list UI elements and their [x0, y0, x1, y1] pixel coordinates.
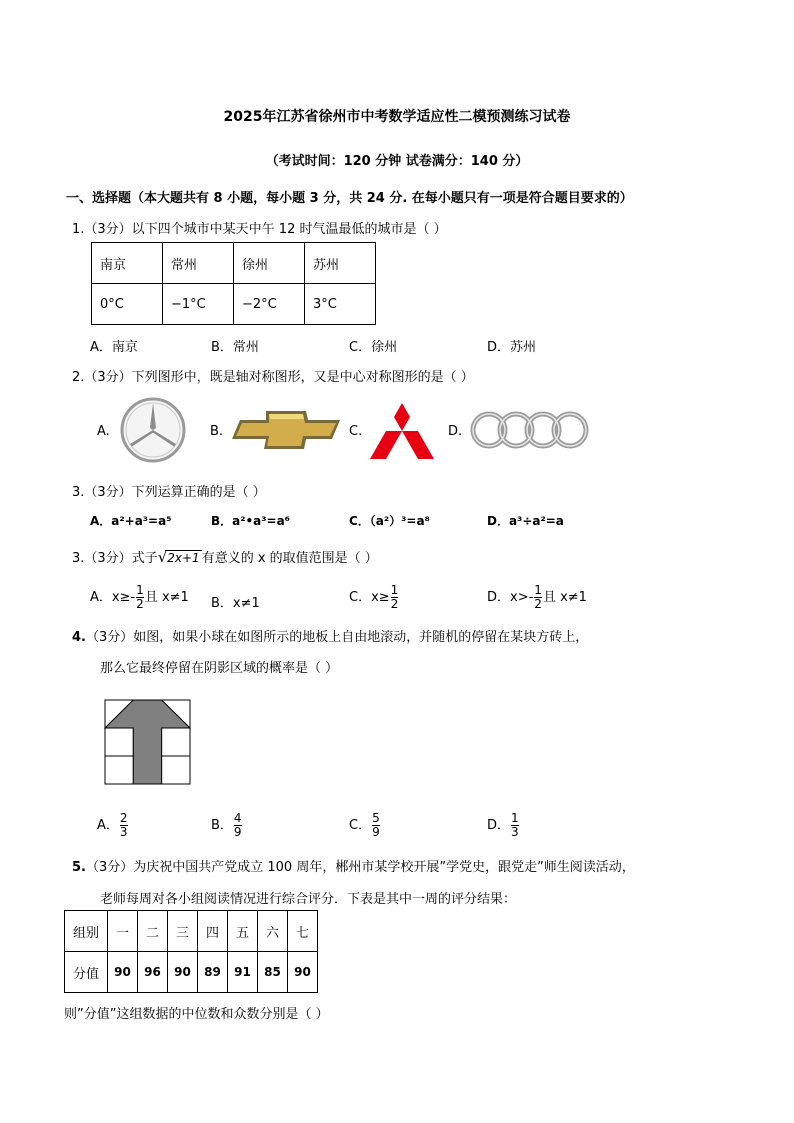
fraction	[534, 584, 542, 611]
question-number: 4.	[72, 630, 86, 645]
table-cell: 90	[288, 952, 318, 993]
exam-subtitle: （考试时间：120 分钟 试卷满分：140 分）	[265, 154, 529, 169]
table-cell: 六	[258, 911, 288, 952]
question-1-stem: 1.（3分）以下四个城市中某天中午 12 时气温最低的城市是（ ）	[72, 222, 447, 237]
fraction	[120, 812, 128, 839]
mitsubishi-logo-icon[interactable]	[370, 402, 434, 459]
option-label: A．	[97, 818, 119, 833]
table-cell: 南京	[92, 243, 163, 284]
fraction-num: 5	[372, 811, 380, 825]
q2-option-b-label[interactable]: B.	[210, 424, 224, 439]
audi-logo-icon[interactable]	[468, 410, 590, 450]
table-header-cell: 组别	[65, 911, 108, 952]
question-4-stem-line2: 那么它最终停留在阴影区域的概率是（ ）	[100, 661, 339, 676]
table-cell: −1°C	[163, 284, 234, 325]
question-text: （3分）如图，如果小球在如图所示的地板上自由地滚动，并随机的停留在某块方砖上，	[85, 630, 589, 645]
table-cell: 七	[288, 911, 318, 952]
q4-option-b[interactable]	[211, 812, 243, 839]
fraction-den: 3	[119, 825, 128, 839]
q3-option-c[interactable]: C．（a²）³=a⁸	[349, 514, 430, 528]
table-cell: 苏州	[305, 243, 376, 284]
fraction	[372, 812, 380, 839]
q3b-option-c[interactable]	[349, 584, 399, 611]
q3b-stem-post: 有意义的 x 的取值范围是（ ）	[201, 551, 378, 566]
q3b-option-b[interactable]: B．x≠1	[211, 596, 260, 611]
q1-option-c[interactable]: C．徐州	[349, 340, 398, 355]
q1-option-b[interactable]: B．常州	[211, 340, 259, 355]
fraction	[234, 812, 242, 839]
q3b-stem-pre: 3.（3分）式子	[72, 551, 158, 566]
fraction-num: 1	[390, 583, 399, 597]
table-cell: 96	[138, 952, 168, 993]
fraction-num: 1	[511, 811, 519, 825]
question-2-stem: 2.（3分）下列图形中，既是轴对称图形，又是中心对称图形的是（ ）	[72, 370, 474, 385]
section-heading: 一、选择题（本大题共有 8 小题，每小题 3 分，共 24 分. 在每小题只有一项是符合题目要求的）	[66, 191, 633, 206]
temperature-table	[91, 242, 376, 325]
question-5-stem	[72, 856, 635, 875]
radicand: 2x+1	[167, 551, 200, 565]
q3b-option-d[interactable]	[487, 584, 587, 611]
table-cell: 91	[228, 952, 258, 993]
question-5-stem-line2: 老师每周对各小组阅读情况进行综合评分．下表是其中一周的评分结果：	[100, 892, 517, 907]
q3b-option-a[interactable]	[90, 584, 189, 611]
q2-option-d-label[interactable]: D.	[448, 424, 463, 439]
q1-option-d[interactable]: D．苏州	[487, 340, 537, 355]
table-cell: 四	[198, 911, 228, 952]
question-text: （3分）为庆祝中国共产党成立 100 周年，郴州市某学校开展”学党史，跟党走”师生阅读活动，	[85, 860, 635, 875]
fraction-den: 9	[372, 825, 380, 839]
option-text: 且 x≠1	[144, 590, 189, 605]
table-cell: 徐州	[234, 243, 305, 284]
question-4-stem	[72, 626, 588, 645]
table-cell: 0°C	[92, 284, 163, 325]
question-number: 5.	[72, 860, 86, 875]
fraction-den: 9	[233, 825, 242, 839]
option-text: D．x>-	[487, 590, 534, 605]
question-5-question: 则”分值”这组数据的中位数和众数分别是（ ）	[64, 1007, 329, 1022]
fraction	[511, 812, 519, 839]
q3-option-a[interactable]: A．a²+a³=a⁵	[90, 514, 172, 528]
q3-option-b[interactable]: B．a²•a³=a⁶	[211, 514, 290, 528]
table-cell: 三	[168, 911, 198, 952]
question-3b-stem	[72, 547, 378, 566]
score-table	[64, 910, 318, 993]
fraction	[136, 584, 144, 611]
fraction	[391, 584, 399, 611]
exam-title: 2025年江苏省徐州市中考数学适应性二模预测练习试卷	[223, 109, 571, 125]
option-text: A．x≥-	[90, 590, 136, 605]
option-label: C．	[349, 818, 372, 833]
option-label: B．	[211, 818, 233, 833]
table-cell: 一	[108, 911, 138, 952]
option-label: D．	[487, 818, 511, 833]
q1-option-a[interactable]: A．南京	[90, 340, 138, 355]
table-cell: 3°C	[305, 284, 376, 325]
table-cell: 常州	[163, 243, 234, 284]
floor-tile-figure	[104, 699, 191, 785]
q3-option-d[interactable]: D．a³÷a²=a	[487, 514, 564, 528]
mercedes-logo-icon[interactable]	[119, 397, 187, 463]
fraction-den: 2	[534, 597, 542, 611]
table-cell: 90	[168, 952, 198, 993]
fraction-num: 1	[136, 583, 144, 597]
fraction-num: 4	[233, 811, 242, 825]
table-cell: 90	[108, 952, 138, 993]
table-cell: 89	[198, 952, 228, 993]
table-cell: 85	[258, 952, 288, 993]
q2-option-a-label[interactable]: A.	[97, 424, 110, 439]
option-text: 且 x≠1	[542, 590, 587, 605]
fraction-num: 1	[534, 583, 542, 597]
table-header-cell: 分值	[65, 952, 108, 993]
chevrolet-logo-icon[interactable]	[230, 410, 342, 450]
fraction-den: 2	[136, 597, 144, 611]
radical-sign: √	[157, 548, 168, 566]
q4-option-a[interactable]	[97, 812, 129, 839]
q2-option-c-label[interactable]: C.	[349, 424, 363, 439]
fraction-num: 2	[119, 811, 128, 825]
option-text: C．x≥	[349, 590, 390, 605]
q4-option-d[interactable]	[487, 812, 520, 839]
fraction-den: 3	[511, 825, 519, 839]
fraction-den: 2	[390, 597, 399, 611]
q4-option-c[interactable]	[349, 812, 381, 839]
table-cell: 二	[138, 911, 168, 952]
table-cell: −2°C	[234, 284, 305, 325]
table-cell: 五	[228, 911, 258, 952]
question-3-stem: 3.（3分）下列运算正确的是（ ）	[72, 485, 266, 500]
